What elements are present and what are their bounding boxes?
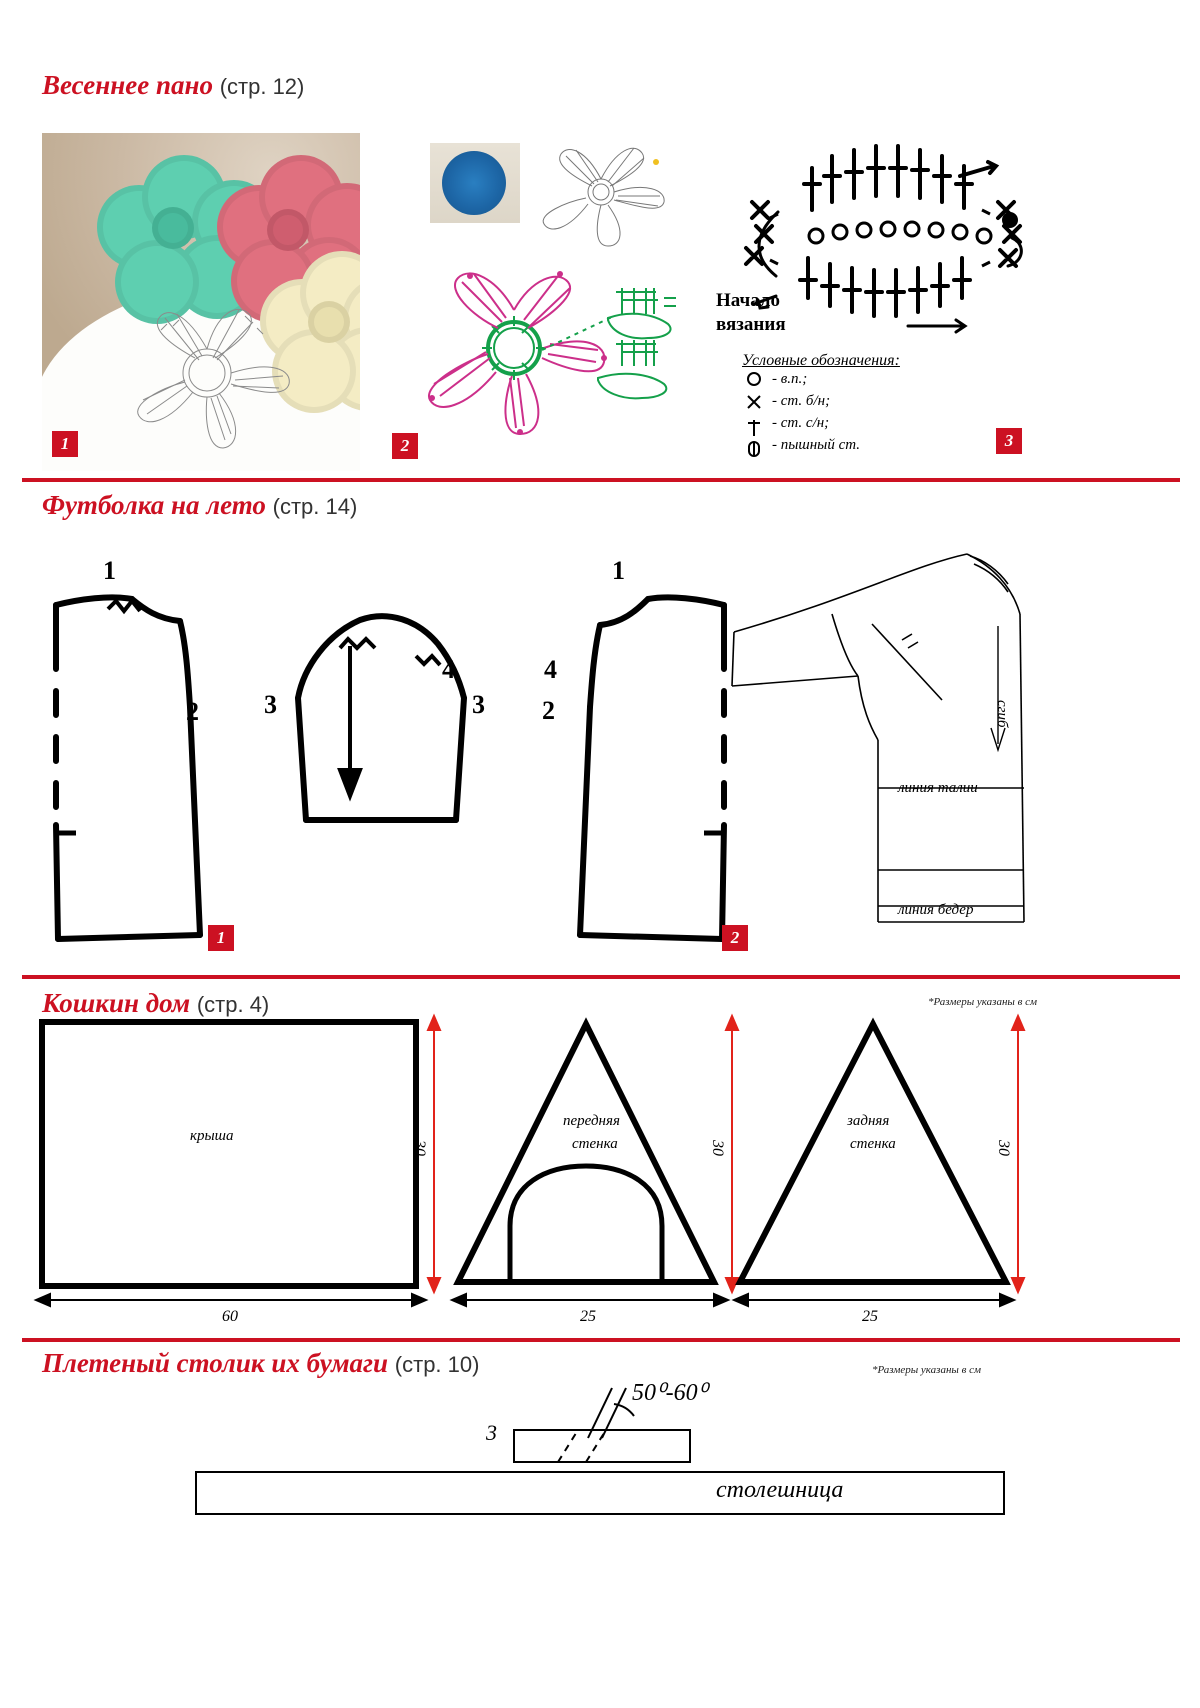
piece-number-front-top: 1 [103, 556, 116, 585]
piece-number-front-side: 2 [186, 697, 199, 726]
back-wall-width-value: 25 [862, 1308, 878, 1325]
figure-badge-tshirt-2: 2 [722, 925, 748, 951]
roof-width-value: 60 [222, 1308, 238, 1325]
front-wall-label-line1: передняя [563, 1113, 620, 1129]
back-wall-label-line1: задняя [847, 1113, 890, 1129]
flower-chart-pencil [107, 288, 307, 453]
cat-house-note: *Размеры указаны в см [928, 996, 1038, 1008]
divider-3 [22, 1338, 1180, 1342]
part-roof [38, 1018, 420, 1290]
section-title-cat-house [42, 988, 269, 1019]
back-wall-width-arrow [734, 1290, 1014, 1310]
section-title-woven-table [42, 1348, 479, 1379]
thickness-value: 3 [486, 1420, 497, 1445]
front-wall-height-value: 30 [709, 1140, 726, 1156]
front-wall-width-arrow [452, 1290, 728, 1310]
divider-2 [22, 975, 1180, 979]
divider-1 [22, 478, 1180, 482]
label-fold: сгиб [994, 700, 1010, 728]
section-page-ref: (стр. 4) [196, 992, 270, 1017]
legend-symbols [744, 370, 768, 458]
table-diagram [190, 1388, 1010, 1518]
piece-number-sleeve-left: 3 [264, 690, 277, 719]
piece-number-sleeve-top: 4 [442, 655, 455, 684]
piece-number-sleeve-right: 3 [472, 690, 485, 719]
section-title-spring-panel [42, 70, 304, 101]
garment-technical-drawing [712, 540, 1042, 960]
part-back-wall [734, 1016, 1012, 1290]
tabletop-label: столешница [716, 1477, 844, 1503]
photo-blue-flower [430, 143, 520, 223]
back-wall-label-line2: стенка [850, 1136, 896, 1152]
piece-number-back-neck: 4 [544, 655, 557, 684]
part-front-wall [452, 1016, 720, 1290]
legend-title: Условные обозначения: [742, 352, 900, 369]
flower-chart-grey [528, 138, 674, 248]
back-wall-height-value: 30 [995, 1140, 1012, 1156]
figure-badge-1: 1 [52, 431, 78, 457]
front-wall-width-value: 25 [580, 1308, 596, 1325]
section-page-ref: (стр. 10) [394, 1352, 480, 1377]
section-name: Кошкин дом [42, 988, 191, 1018]
blue-flower [442, 151, 506, 215]
piece-number-back-top: 1 [612, 556, 625, 585]
section-page-ref: (стр. 12) [219, 74, 305, 99]
legend-item-3: - пышный ст. [772, 437, 861, 453]
legend-item-1: - ст. б/н; [772, 393, 831, 409]
piece-number-back-side: 2 [542, 696, 555, 725]
section-name: Футболка на лето [42, 490, 266, 520]
front-wall-label-line2: стенка [572, 1136, 618, 1152]
roof-width-arrow [36, 1290, 426, 1310]
start-label-line2: вязания [716, 314, 786, 335]
legend-item-0: - в.п.; [772, 371, 808, 387]
legend-item-2: - ст. с/н; [772, 415, 830, 431]
angle-value: 50⁰-60⁰ [632, 1380, 708, 1406]
woven-table-note: *Размеры указаны в см [872, 1364, 982, 1376]
photo-crochet-flowers [42, 133, 360, 471]
start-label-line1: Начало [716, 290, 781, 311]
part-roof-label: крыша [190, 1128, 234, 1144]
pattern-sleeve [288, 610, 478, 840]
section-name: Весеннее пано [42, 70, 213, 100]
figure-badge-tshirt-1: 1 [208, 925, 234, 951]
figure-badge-3: 3 [996, 428, 1022, 454]
flower-chart-color [392, 258, 692, 438]
roof-height-value: 30 [411, 1140, 428, 1156]
figure-badge-2: 2 [392, 433, 418, 459]
section-page-ref: (стр. 14) [272, 494, 358, 519]
label-hip-line: линия бедер [898, 902, 974, 918]
section-title-summer-tshirt [42, 490, 357, 521]
section-name: Плетеный столик их бумаги [42, 1348, 389, 1378]
label-waist-line: линия талии [898, 780, 978, 796]
pattern-front [40, 575, 240, 955]
